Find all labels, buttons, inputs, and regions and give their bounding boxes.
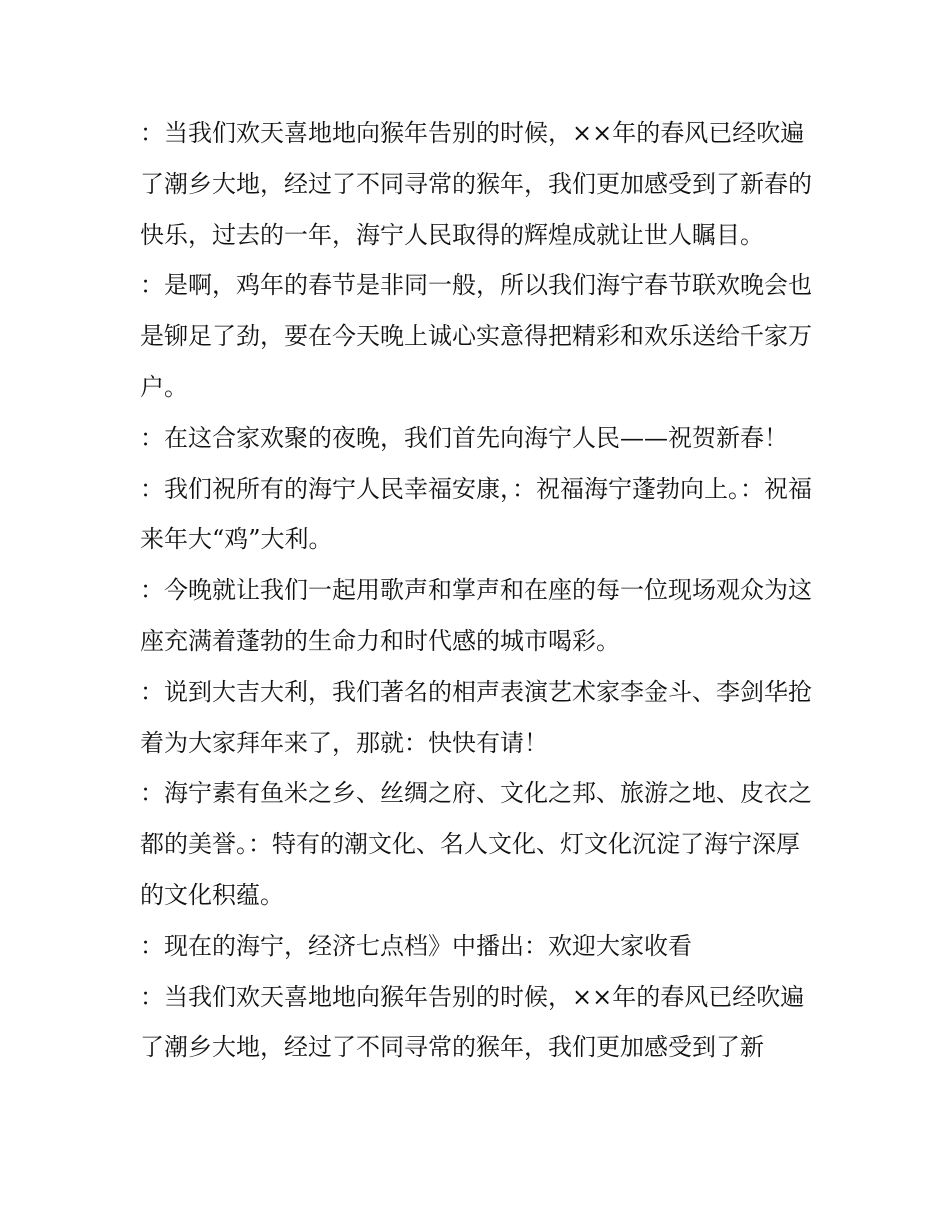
paragraph-8: ：现在的海宁，经济七点档》中播出：欢迎大家收看	[140, 931, 692, 960]
paragraph-7: ：海宁素有鱼米之乡、丝绸之府、文化之邦、旅游之地、皮衣之都的美誉。：特有的潮文化、名人文化、灯文化沉淀了海宁深厚的文化积蕴。	[140, 779, 812, 909]
paragraph-4: ：我们祝所有的海宁人民幸福安康，：祝福海宁蓬勃向上。：祝福来年大“鸡”大利。	[140, 474, 812, 554]
paragraph-1: ：当我们欢天喜地地向猴年告别的时候，××年的春风已经吹遍了潮乡大地，经过了不同寻常的猴年，我们更加感受到了新春的快乐，过去的一年，海宁人民取得的辉煌成就让世人瞩目。	[140, 119, 812, 249]
paragraph-5: ：今晚就让我们一起用歌声和掌声和在座的每一位现场观众为这座充满着蓬勃的生命力和时代感的城市喝彩。	[140, 576, 812, 655]
paragraph-3: ：在这合家欢聚的夜晚，我们首先向海宁人民——祝贺新春！	[140, 423, 788, 452]
paragraph-6: ：说到大吉大利，我们著名的相声表演艺术家李金斗、李剑华抢着为大家拜年来了，那就：快快有请！	[140, 677, 812, 757]
paragraph-9: ：当我们欢天喜地地向猴年告别的时候，××年的春风已经吹遍了潮乡大地，经过了不同寻常的猴年，我们更加感受到了新	[140, 982, 805, 1062]
document-page	[140, 108, 820, 1073]
paragraph-2: ：是啊，鸡年的春节是非同一般，所以我们海宁春节联欢晚会也是铆足了劲，要在今天晚上诚心实意得把精彩和欢乐送给千家万户。	[140, 271, 812, 401]
